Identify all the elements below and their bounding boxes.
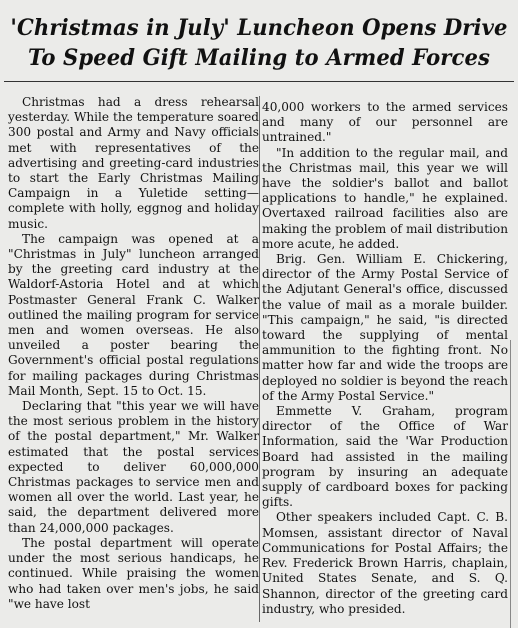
column-divider xyxy=(259,96,260,622)
paragraph: Brig. Gen. William E. Chickering, director of the Army Postal Service of the Adjutant General's office, discussed the value of mail as a morale builder. "This campaign," he said, "is directed toward the supplying of mental ammunition to the fighting front. No matter how far and wide the troops are deployed no soldier is beyond the reach of the Army Postal Service." xyxy=(262,252,508,403)
adjacent-column-edge xyxy=(510,340,518,628)
paragraph: Declaring that "this year we will have the most serious problem in the history of the postal department," Mr. Walker estimated that the postal services expected to deliver 60,000,000 Christmas packages to service men and women all over the world. Last year, he said, the department delivered more than 24,000,000 packages. xyxy=(8,399,259,535)
article-column-right xyxy=(262,100,508,617)
paragraph: The campaign was opened at a "Christmas in July" luncheon arranged by the greeting card industry at the Waldorf-Astoria Hotel and at which Postmaster General Frank C. Walker outlined the mailing program for service men and women overseas. He also unveiled a poster bearing the Government's official postal regulations for mailing packages during Christmas Mail Month, Sept. 15 to Oct. 15. xyxy=(8,231,259,398)
paragraph: The postal department will operate under the most serious handicaps, he continued. While praising the women who had taken over men's jobs, he said "we have lost xyxy=(8,535,259,611)
paragraph: 40,000 workers to the armed services and many of our personnel are untrained." xyxy=(262,100,508,145)
headline-line-2: To Speed Gift Mailing to Armed Forces xyxy=(27,45,491,71)
headline-line-1: 'Christmas in July' Luncheon Opens Drive xyxy=(10,15,508,41)
paragraph: Emmette V. Graham, program director of the Office of War Information, said the 'War Production Board had assisted in the mailing program by insuring an adequate supply of cardboard boxes for packing gifts. xyxy=(262,404,508,510)
article-column-left xyxy=(8,95,259,612)
paragraph: Other speakers included Capt. C. B. Momsen, assistant director of Naval Communications for Postal Affairs; the Rev. Frederick Brown Harris, chaplain, United States Senate, and S. Q. Shannon, director of the greeting card industry, who presided. xyxy=(262,510,508,616)
paragraph: Christmas had a dress rehearsal yesterday. While the temperature soared 300 postal and Army and Navy officials met with representatives of the advertising and greeting-card industries to start the Early Christmas Mailing Campaign in a Yuletide setting—complete with holly, eggnog and holiday music. xyxy=(8,95,259,231)
paragraph: "In addition to the regular mail, and the Christmas mail, this year we will have the soldier's ballot and ballot applications to handle," he explained. Overtaxed railroad facilities also are making the problem of mail distribution more acute, he added. xyxy=(262,145,508,251)
headline-rule xyxy=(4,81,514,82)
